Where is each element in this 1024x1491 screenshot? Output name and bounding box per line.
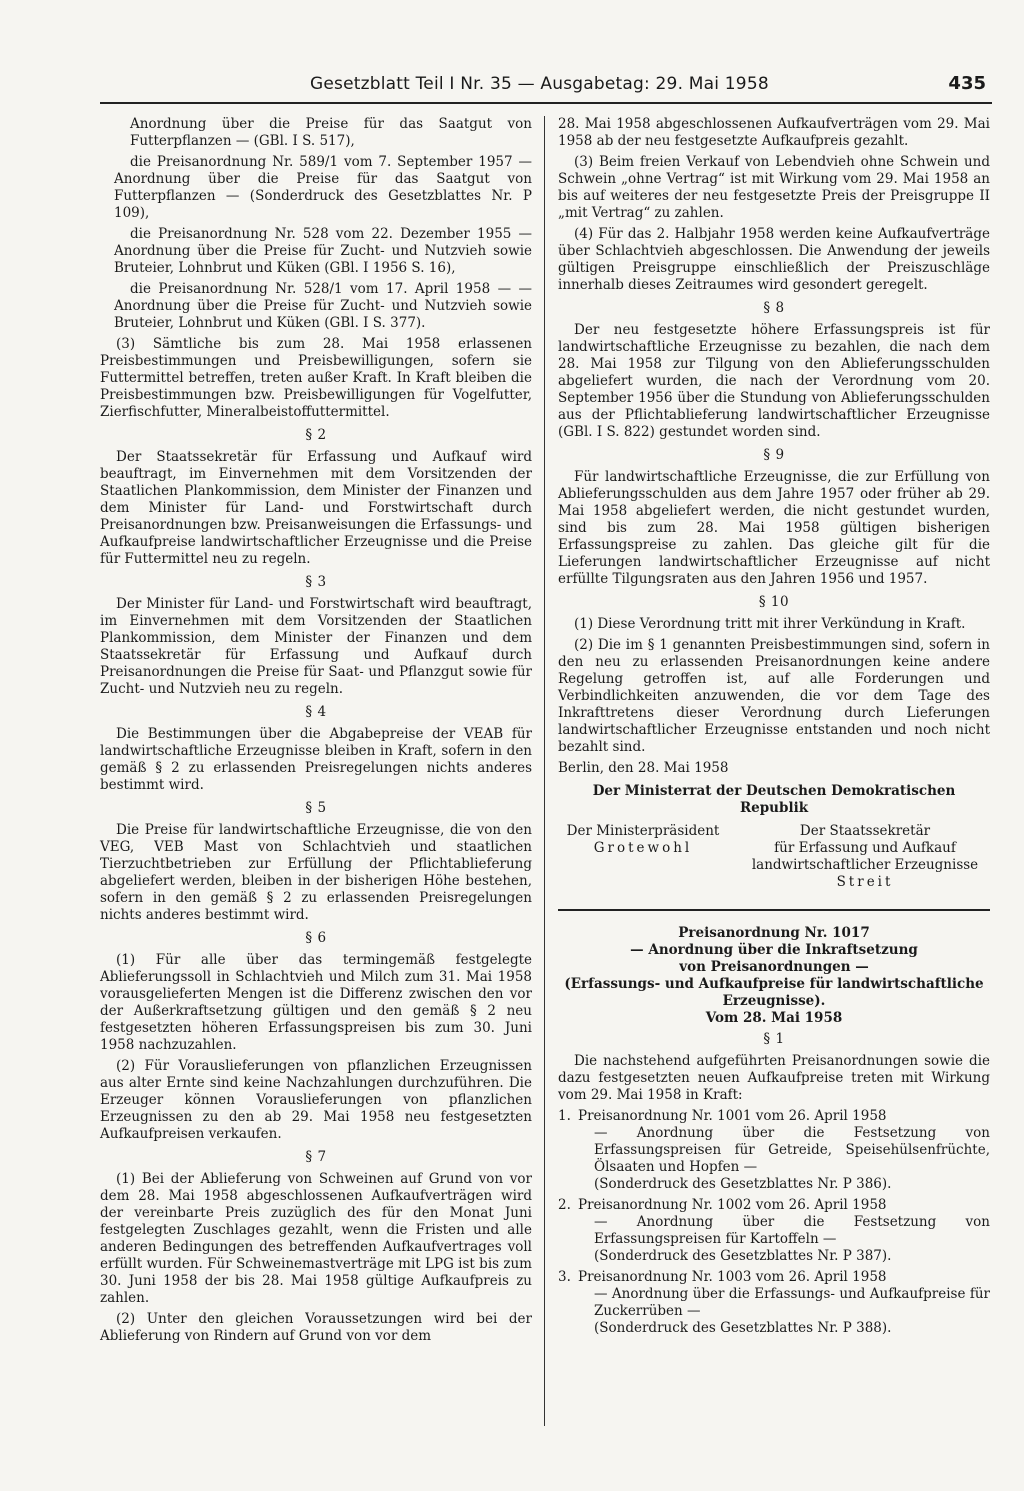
paragraph: Der neu festgesetzte höhere Erfassungspreis ist für landwirtschaftliche Erzeugnisse zu bezahlen, die nach dem 28. Mai 1958 zur Tilgung von den Ablieferungsschulden abgeliefert wurden, die nach der Verordnung vom 20. September 1956 über die Stundung von Ablieferungsschulden aus der Pflichtablieferung landwirtschaftlicher Erzeugnisse (GBl. I S. 822) gestundet worden sind. xyxy=(558,322,990,440)
signatory-role: Der Staatssekretär xyxy=(799,823,931,839)
paragraph: (2) Unter den gleichen Voraussetzungen wird bei der Ablieferung von Rindern auf Grund von vor dem xyxy=(100,1311,532,1344)
paragraph: (1) Für alle über das termingemäß festgelegte Ablieferungssoll in Schlachtvieh und Milch zum 31. Mai 1958 vorausgelieferten Mengen ist die Differenz zwischen den vor der Außerkraftsetzung gültigen und den gemäß § 2 neu festgesetzten höheren Erfassungspreisen bis zum 30. Juni 1958 nachzuzahlen. xyxy=(100,952,532,1053)
section-heading: § 2 xyxy=(305,427,327,443)
list-number: 1. xyxy=(558,1108,571,1124)
list-text xyxy=(578,1269,990,1337)
paragraph: die Preisanordnung Nr. 528 vom 22. Dezember 1955 — Anordnung über die Preise für Zucht- und Nutzvieh sowie Bruteier, Lohnbrut und Küken (GBl. I 1956 S. 16), xyxy=(114,226,532,276)
left-column xyxy=(100,116,532,1349)
list-line: (Sonderdruck des Gesetzblattes Nr. P 386). xyxy=(594,1176,892,1192)
signatory-role: landwirtschaftlicher Erzeugnisse xyxy=(751,857,979,873)
signatures xyxy=(558,823,990,891)
column-divider xyxy=(544,116,545,1426)
paragraph: die Preisanordnung Nr. 528/1 vom 17. April 1958 — — Anordnung über die Preise für Zucht- und Nutzvieh sowie Bruteier, Lohnbrut und Küken (GBl. I S. 377). xyxy=(114,281,532,331)
section-heading: § 3 xyxy=(305,574,327,590)
paragraph: (3) Beim freien Verkauf von Lebendvieh ohne Schwein und Schwein „ohne Vertrag“ ist mit Wirkung vom 29. Mai 1958 an bis auf weiteres der neu festgesetzte Preis der Preisgruppe II „mit Vertrag“ zu zahlen. xyxy=(558,154,990,221)
page-header xyxy=(100,72,992,104)
paragraph: (3) Sämtliche bis zum 28. Mai 1958 erlassenen Preisbestimmungen und Preisbewilligungen, sofern sie Futtermittel betreffen, treten außer Kraft. In Kraft bleiben die Preisbestimmungen bzw. Preisbewilligungen für Vogelfutter, Zierfischfutter, Mineralbeistoffuttermittel. xyxy=(100,336,532,420)
right-column xyxy=(558,116,990,1341)
ordinance-title: Preisanordnung Nr. 1017 xyxy=(678,925,870,941)
section-rule xyxy=(558,909,990,911)
section-heading: § 5 xyxy=(305,800,327,816)
list-line: (Sonderdruck des Gesetzblattes Nr. P 388). xyxy=(594,1320,892,1336)
list-number: 2. xyxy=(558,1197,571,1213)
signatory-name: Grotewohl xyxy=(593,840,693,856)
paragraph: Für landwirtschaftliche Erzeugnisse, die zur Erfüllung von Ablieferungsschulden aus dem Jahre 1957 oder früher ab 29. Mai 1958 abgeliefert werden, die nicht gestundet wurden, sind bis zum 28. Mai 1958 gültigen bisherigen Erfassungspreise zu zahlen. Das gleiche gilt für die Lieferungen landwirtschaftlicher Erzeugnisse auf nicht erfüllte Tilgungsraten aus den Jahren 1956 und 1957. xyxy=(558,469,990,587)
page-number: 435 xyxy=(948,73,986,94)
signature-block xyxy=(740,823,990,891)
list-line: Preisanordnung Nr. 1002 vom 26. April 1958 xyxy=(578,1197,887,1213)
place-date: Berlin, den 28. Mai 1958 xyxy=(558,760,729,776)
paragraph: Die nachstehend aufgeführten Preisanordnungen sowie die dazu festgesetzten neuen Aufkaufpreise treten mit Wirkung vom 29. Mai 1958 in Kraft: xyxy=(558,1053,990,1103)
ordinance-date: Vom 28. Mai 1958 xyxy=(705,1010,843,1026)
signatory-name: Streit xyxy=(836,874,894,890)
list-number: 3. xyxy=(558,1269,571,1285)
paragraph: (4) Für das 2. Halbjahr 1958 werden keine Aufkaufverträge über Schlachtvieh abgeschlossen. Die Anwendung der jeweils gültigen Preisgruppe einschließlich der Preiszuschläge innerhalb dieses Zeitraumes wird gesondert geregelt. xyxy=(558,226,990,293)
signing-body: Der Ministerrat der Deutschen Demokratischen Republik xyxy=(592,783,956,816)
section-heading: § 1 xyxy=(763,1031,785,1047)
signatory-role: Der Ministerpräsident xyxy=(566,823,720,839)
paragraph: die Preisanordnung Nr. 589/1 vom 7. September 1957 — Anordnung über die Preise für das Saatgut von Futterpflanzen — (Sonderdruck des Gesetzblattes Nr. P 109), xyxy=(114,154,532,221)
list-line: — Anordnung über die Festsetzung von Erfassungspreisen für Getreide, Speisehülsenfrüchte, Ölsaaten und Hopfen — xyxy=(594,1125,990,1175)
ordinance-subtitle: von Preisanordnungen — xyxy=(679,959,869,975)
section-heading: § 10 xyxy=(758,594,790,610)
paragraph: Die Bestimmungen über die Abgabepreise der VEAB für landwirtschaftliche Erzeugnisse bleiben in Kraft, sofern in den gemäß § 2 zu erlassenden Preisregelungen nichts anderes bestimmt wird. xyxy=(100,726,532,793)
paragraph: Der Minister für Land- und Forstwirtschaft wird beauftragt, im Einvernehmen mit dem Vorsitzenden der Staatlichen Plankommission, dem Minister der Finanzen und dem Staatssekretär für Erfassung und Aufkauf durch Preisanordnungen die Preise für Saat- und Pflanzgut sowie für Zucht- und Nutzvieh neu zu regeln. xyxy=(100,596,532,697)
list-line: — Anordnung über die Festsetzung von Erfassungspreisen für Kartoffeln — xyxy=(594,1214,990,1247)
ordinance-subtitle: (Erfassungs- und Aufkaufpreise für landwirtschaftliche Erzeugnisse). xyxy=(564,976,984,1009)
section-heading: § 7 xyxy=(305,1149,327,1165)
paragraph: (2) Die im § 1 genannten Preisbestimmungen sind, sofern in den neu zu erlassenden Preisanordnungen keine andere Regelung getroffen ist, auf alle Forderungen und Verbindlichkeiten anzuwenden, die vor dem Tage des Inkrafttretens dieser Verordnung durch Lieferungen landwirtschaftlicher Erzeugnisse entstanden und noch nicht bezahlt sind. xyxy=(558,637,990,755)
list-item xyxy=(558,1269,990,1337)
paragraph: Der Staatssekretär für Erfassung und Aufkauf wird beauftragt, im Einvernehmen mit dem Vorsitzenden der Staatlichen Plankommission, dem Minister der Finanzen und dem Minister für Land- und Forstwirtschaft durch Preisanordnungen bzw. Preisanweisungen die Erfassungs- und Aufkaufpreise landwirtschaftlicher Erzeugnisse und die Preise für Futtermittel neu zu regeln. xyxy=(100,449,532,567)
paragraph: (1) Bei der Ablieferung von Schweinen auf Grund von vor dem 28. Mai 1958 abgeschlossenen Aufkaufverträgen wird der vereinbarte Preis zuzüglich des für den Monat Juni festgelegten Zuschlages gezahlt, wenn die Fristen und alle anderen Bedingungen des betreffenden Aufkaufvertrages voll erfüllt wurden. Für Schweinemastverträge mit LPG ist bis zum 30. Juni 1958 der bis 28. Mai 1958 gültige Aufkaufpreis zu zahlen. xyxy=(100,1171,532,1306)
paragraph: Die Preise für landwirtschaftliche Erzeugnisse, die von den VEG, VEB Mast von Schlachtvieh und staatlichen Tierzuchtbetrieben zur Erfüllung der Pflichtablieferung abgeliefert werden, bleiben in der bisherigen Höhe bestehen, sofern in den gemäß § 2 zu erlassenden Preisregelungen nichts anderes bestimmt wird. xyxy=(100,822,532,923)
ordinance-subtitle: — Anordnung über die Inkraftsetzung xyxy=(630,942,918,958)
section-heading: § 6 xyxy=(305,930,327,946)
signature-block xyxy=(558,823,728,891)
paragraph: 28. Mai 1958 abgeschlossenen Aufkaufverträgen vom 29. Mai 1958 ab der neu festgesetzte Aufkaufpreis gezahlt. xyxy=(558,116,990,149)
paragraph: (2) Für Vorauslieferungen von pflanzlichen Erzeugnissen aus alter Ernte sind keine Nachzahlungen durchzuführen. Die Erzeuger können Vorauslieferungen von pflanzlichen Erzeugnissen zu den ab 29. Mai 1958 neu festgesetzten Aufkaufpreisen verkaufen. xyxy=(100,1058,532,1142)
list-item xyxy=(558,1197,990,1265)
paragraph: (1) Diese Verordnung tritt mit ihrer Verkündung in Kraft. xyxy=(574,616,966,632)
signatory-role: für Erfassung und Aufkauf xyxy=(774,840,956,856)
section-heading: § 9 xyxy=(763,447,785,463)
list-line: — Anordnung über die Erfassungs- und Aufkaufpreise für Zuckerrüben — xyxy=(594,1286,990,1319)
gazette-title: Gesetzblatt Teil I Nr. 35 — Ausgabetag: 29. Mai 1958 xyxy=(310,74,769,94)
list-line: Preisanordnung Nr. 1003 vom 26. April 1958 xyxy=(578,1269,887,1285)
list-line: (Sonderdruck des Gesetzblattes Nr. P 387). xyxy=(594,1248,892,1264)
section-heading: § 8 xyxy=(763,300,785,316)
list-text xyxy=(578,1108,990,1193)
list-line: Preisanordnung Nr. 1001 vom 26. April 1958 xyxy=(578,1108,887,1124)
section-heading: § 4 xyxy=(305,704,327,720)
list-item xyxy=(558,1108,990,1193)
paragraph: Anordnung über die Preise für das Saatgut von Futterpflanzen — (GBl. I S. 517), xyxy=(130,116,532,149)
list-text xyxy=(578,1197,990,1265)
